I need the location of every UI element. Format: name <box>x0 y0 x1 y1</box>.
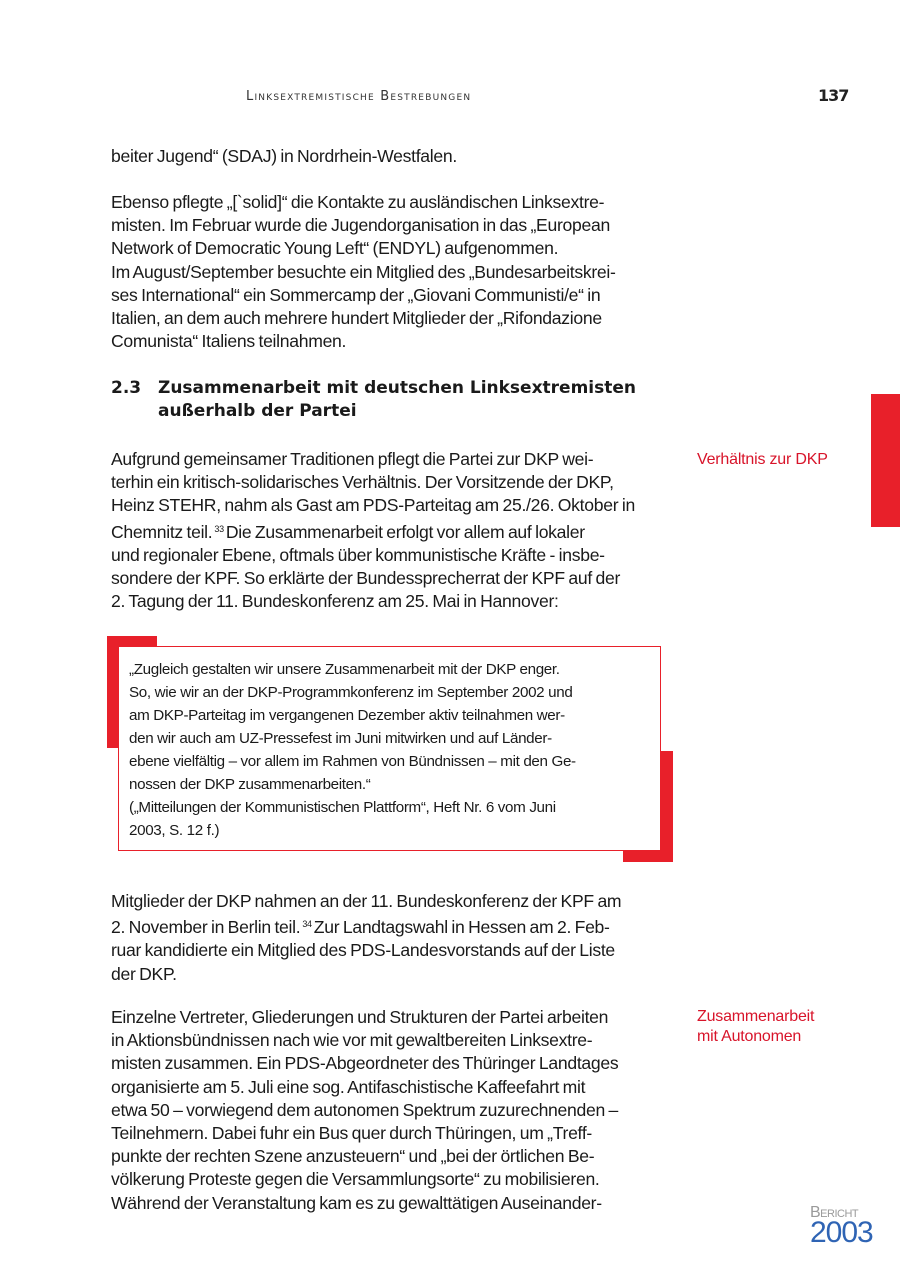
paragraph-line: ses International“ ein Sommercamp der „Giovani Communisti/e“ in <box>111 284 601 305</box>
paragraph-line: misten zusammen. Ein PDS-Abgeordneter des Thüringer Landtages <box>111 1053 619 1074</box>
paragraph-4 <box>111 890 671 986</box>
report-logo <box>810 1205 890 1247</box>
paragraph-line: Ebenso pflegte „[`solid]“ die Kontakte zu ausländischen Linksextre- <box>111 192 605 212</box>
paragraph-line: beiter Jugend“ (SDAJ) in Nordrhein-Westfalen. <box>111 146 457 166</box>
margin-note-dkp: Verhältnis zur DKP <box>697 451 828 468</box>
paragraph-1 <box>111 145 671 168</box>
logo-word: Bericht <box>810 1204 859 1221</box>
paragraph-2 <box>111 191 671 353</box>
section-title-line-2: außerhalb der Partei <box>158 400 357 421</box>
paragraph-line: misten. Im Februar wurde die Jugendorganisation in das „European <box>111 215 610 236</box>
section-heading <box>111 377 671 422</box>
paragraph-line: Italien, an dem auch mehrere hundert Mitglieder der „Rifondazione <box>111 308 602 329</box>
paragraph-line <box>111 913 671 939</box>
paragraph-line: Comunista“ Italiens teilnahmen. <box>111 331 347 352</box>
margin-note-autonomen <box>697 1007 877 1047</box>
paragraph-line: Teilnehmern. Dabei fuhr ein Bus quer durch Thüringen, um „Treff- <box>111 1123 592 1144</box>
quote-line: „Zugleich gestalten wir unsere Zusammenarbeit mit der DKP enger. <box>129 661 560 678</box>
paragraph-line: Während der Veranstaltung kam es zu gewalttätigen Auseinander- <box>111 1192 602 1213</box>
paragraph-line: der DKP. <box>111 963 177 984</box>
logo-year: 2003 <box>810 1216 873 1249</box>
paragraph-line: etwa 50 – vorwiegend dem autonomen Spektrum zuzurechnenden – <box>111 1099 619 1120</box>
paragraph-line: Aufgrund gemeinsamer Traditionen pflegt die Partei zur DKP wei- <box>111 449 594 469</box>
paragraph-line: völkerung Proteste gegen die Versammlungsorte“ zu mobilisieren. <box>111 1169 600 1190</box>
paragraph-3 <box>111 448 671 613</box>
paragraph-line: Heinz STEHR, nahm als Gast am PDS-Parteitag am 25./26. Oktober in <box>111 495 635 516</box>
paragraph-line: punkte der rechten Szene anzusteuern“ und „bei der örtlichen Be- <box>111 1146 595 1167</box>
section-title-line-1: Zusammenarbeit mit deutschen Linksextremisten <box>158 378 637 398</box>
text: Chemnitz teil. <box>111 521 213 542</box>
paragraph-line: 2. Tagung der 11. Bundeskonferenz am 25. Mai in Hannover: <box>111 591 559 612</box>
paragraph-5 <box>111 1006 671 1215</box>
paragraph-line: Network of Democratic Young Left“ (ENDYL) aufgenommen. <box>111 238 559 259</box>
quote-line: nossen der DKP zusammenarbeiten.“ <box>129 776 371 793</box>
quote-line: am DKP-Parteitag im vergangenen Dezember aktiv teilnahmen wer- <box>129 707 565 724</box>
page-number: 137 <box>818 86 849 105</box>
text: 2. November in Berlin teil. <box>111 917 301 938</box>
paragraph-line: Mitglieder der DKP nahmen an der 11. Bundeskonferenz der KPF am <box>111 891 622 911</box>
quote-source-line: („Mitteilungen der Kommunistischen Plattform“, Heft Nr. 6 vom Juni <box>129 799 556 816</box>
quote-source-line: 2003, S. 12 f.) <box>129 822 220 839</box>
quote-line: So, wie wir an der DKP-Programmkonferenz im September 2002 und <box>129 684 573 701</box>
paragraph-line <box>111 518 671 544</box>
text: Die Zusammenarbeit erfolgt vor allem auf lokaler <box>225 521 585 542</box>
margin-note-line: Zusammenarbeit <box>697 1008 815 1025</box>
paragraph-line: terhin ein kritisch-solidarisches Verhältnis. Der Vorsitzende der DKP, <box>111 472 614 493</box>
paragraph-line: sondere der KPF. So erklärte der Bundessprecherrat der KPF auf der <box>111 568 621 589</box>
quote-line: ebene vielfältig – vor allem im Rahmen von Bündnissen – mit den Ge- <box>129 753 576 770</box>
footnote-ref-34[interactable]: 34 <box>302 919 312 930</box>
quote-box <box>118 646 661 851</box>
paragraph-line: Im August/September besuchte ein Mitglied des „Bundesarbeitskrei- <box>111 261 616 282</box>
paragraph-line: ruar kandidierte ein Mitglied des PDS-Landesvorstands auf der Liste <box>111 940 615 961</box>
paragraph-line: organisierte am 5. Juli eine sog. Antifaschistische Kaffeefahrt mit <box>111 1076 586 1097</box>
text: Zur Landtagswahl in Hessen am 2. Feb- <box>313 917 610 938</box>
paragraph-line: Einzelne Vertreter, Gliederungen und Strukturen der Partei arbeiten <box>111 1007 609 1027</box>
section-number: 2.3 <box>111 378 142 398</box>
margin-note-line: mit Autonomen <box>697 1028 802 1045</box>
quote-line: den wir auch am UZ-Pressefest im Juni mitwirken und auf Länder- <box>129 730 552 747</box>
footnote-ref-33[interactable]: 33 <box>214 523 224 534</box>
running-head: Linksextremistische Bestrebungen <box>246 89 472 104</box>
paragraph-line: in Aktionsbündnissen nach wie vor mit gewaltbereiten Linksextre- <box>111 1030 593 1051</box>
paragraph-line: und regionaler Ebene, oftmals über kommunistische Kräfte - insbe- <box>111 544 605 565</box>
